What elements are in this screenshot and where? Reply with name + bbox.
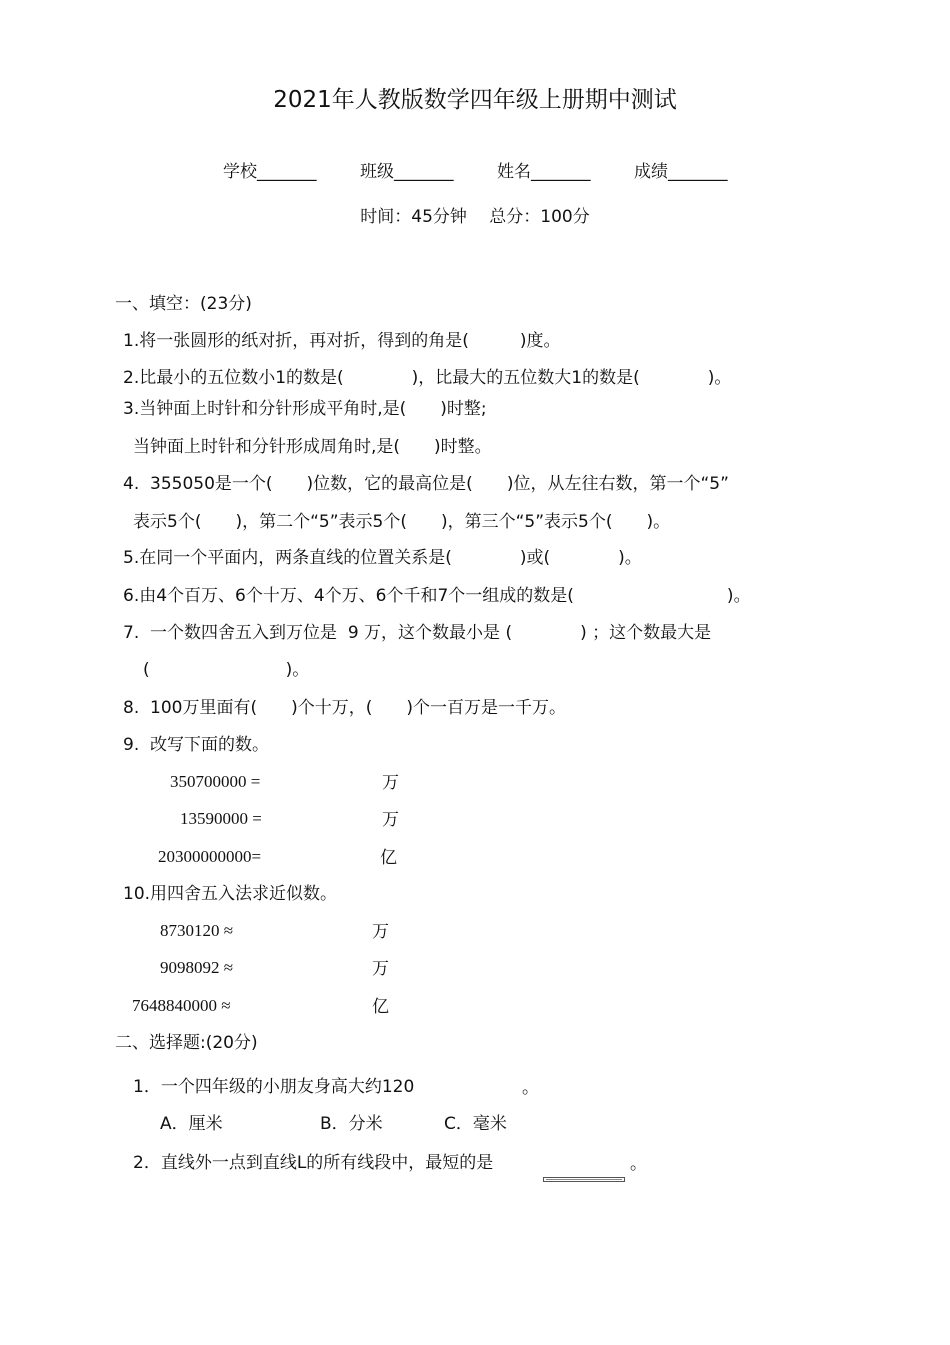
- approx-number: 9098092 ≈: [160, 958, 234, 977]
- page-title: 2021年人教版数学四年级上册期中测试: [273, 87, 677, 113]
- rewrite-unit: 万: [382, 810, 399, 830]
- question-1: 1.将一张圆形的纸对折，再对折，得到的角是( )度。: [123, 331, 561, 351]
- question-6: 6.由4个百万、6个十万、4个万、6个千和7个一组成的数是( )。: [123, 586, 751, 606]
- approx-unit: 万: [372, 922, 389, 942]
- question-2: 2.比最小的五位数小1的数是( )，比最大的五位数大1的数是( )。: [123, 368, 732, 388]
- approx-number: 7648840000 ≈: [132, 996, 231, 1015]
- school-field: 学校_______: [223, 162, 317, 182]
- choice-question-1: 1．一个四年级的小朋友身高大约120: [133, 1077, 415, 1097]
- rewrite-unit: 亿: [380, 848, 397, 868]
- question-4b: 表示5个( )，第二个“5”表示5个( )，第三个“5”表示5个( )。: [133, 512, 671, 532]
- time-score-line: 时间：45分钟 总分：100分: [360, 207, 590, 227]
- rewrite-unit: 万: [382, 773, 399, 793]
- option-a: A．厘米: [160, 1114, 223, 1134]
- option-c: C．毫米: [444, 1114, 507, 1134]
- question-7a: 7. 一个数四舍五入到万位是 9 万，这个数最小是 ( ) ；这个数最大是: [123, 623, 712, 643]
- section2-heading: 二、选择题:(20分): [115, 1033, 258, 1053]
- approx-number: 8730120 ≈: [160, 921, 234, 940]
- rewrite-number: 20300000000=: [158, 847, 262, 866]
- approx-unit: 亿: [372, 997, 389, 1017]
- question-9: 9. 改写下面的数。: [123, 735, 270, 755]
- question-3b: 当钟面上时针和分针形成周角时,是( )时整。: [133, 437, 492, 457]
- section1-heading: 一、填空：(23分): [115, 294, 252, 314]
- question-8: 8. 100万里面有( )个十万，( )个一百万是一千万。: [123, 698, 567, 718]
- question-7b: ( )。: [143, 660, 310, 680]
- question-5: 5.在同一个平面内，两条直线的位置关系是( )或( )。: [123, 548, 642, 568]
- choice-question-2: 2．直线外一点到直线L的所有线段中，最短的是: [133, 1153, 494, 1173]
- choice-question-2-end: 。: [630, 1154, 647, 1174]
- rewrite-number: 13590000 =: [180, 809, 262, 828]
- option-b: B．分米: [320, 1114, 383, 1134]
- approx-unit: 万: [372, 959, 389, 979]
- question-3a: 3.当钟面上时针和分针形成平角时,是( )时整;: [123, 399, 487, 419]
- question-4a: 4. 355050是一个( )位数，它的最高位是( )位，从左往右数，第一个“5”: [123, 474, 729, 494]
- question-10: 10.用四舍五入法求近似数。: [123, 884, 338, 904]
- answer-blank: [543, 1177, 625, 1182]
- choice-question-1-end: 。: [522, 1078, 539, 1098]
- class-field: 班级_______: [360, 162, 454, 182]
- rewrite-number: 350700000 =: [170, 772, 261, 791]
- score-field: 成绩_______: [634, 162, 728, 182]
- name-field: 姓名_______: [497, 162, 591, 182]
